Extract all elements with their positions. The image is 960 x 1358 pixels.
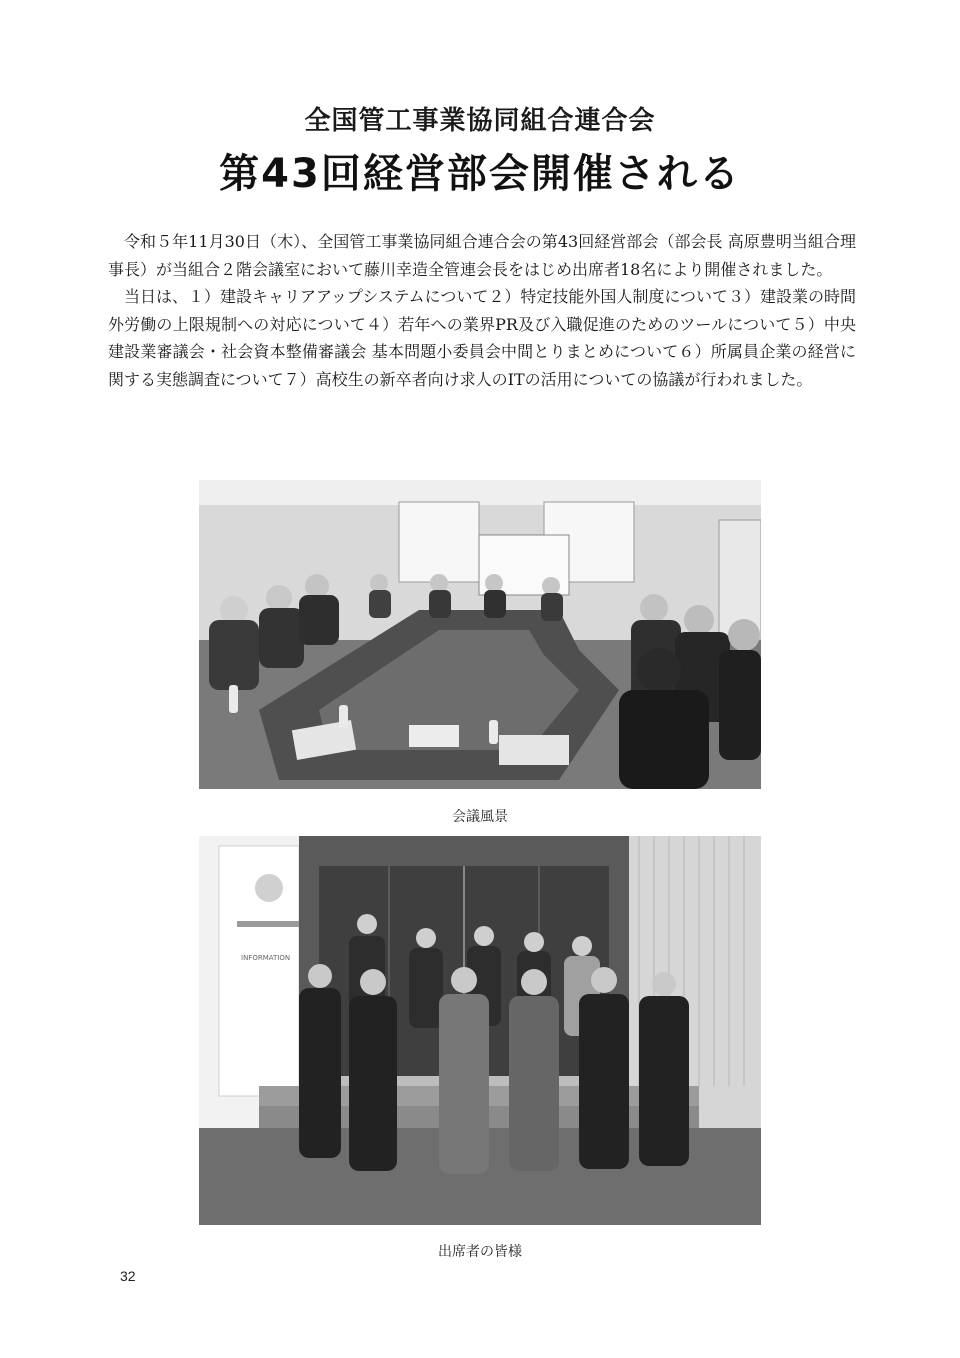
group-photo <box>199 836 761 1225</box>
body-paragraph-2: 当日は、１）建設キャリアアップシステムについて２）特定技能外国人制度について３）建設業の時間外労働の上限規制への対応について４）若年への業界PR及び入職促進のためのツールについて５）中央建設業審議会・社会資本整備審議会 基本問題小委員会中間とりまとめについて６）所属員企業の経営に関する実態調査について７）高校生の新卒者向け求人のITの活用についての協議が行われました。 <box>108 287 857 389</box>
article-body <box>108 228 856 393</box>
information-sign-text: INFORMATION <box>241 954 291 962</box>
photo-caption-attendees: 出席者の皆様 <box>438 1244 522 1260</box>
article-title: 第43回経営部会開催される <box>219 151 741 197</box>
photo-caption-meeting: 会議風景 <box>452 809 508 825</box>
body-paragraph-1: 令和５年11月30日（木）、全国管工事業協同組合連合会の第43回経営部会（部会長 高原豊明当組合理事長）が当組合２階会議室において藤川幸造全管連会長をはじめ出席者18名により開催されました。 <box>108 232 856 279</box>
page-number: 32 <box>120 1268 136 1284</box>
article-subtitle: 全国管工事業協同組合連合会 <box>304 106 656 136</box>
meeting-photo <box>199 480 761 789</box>
